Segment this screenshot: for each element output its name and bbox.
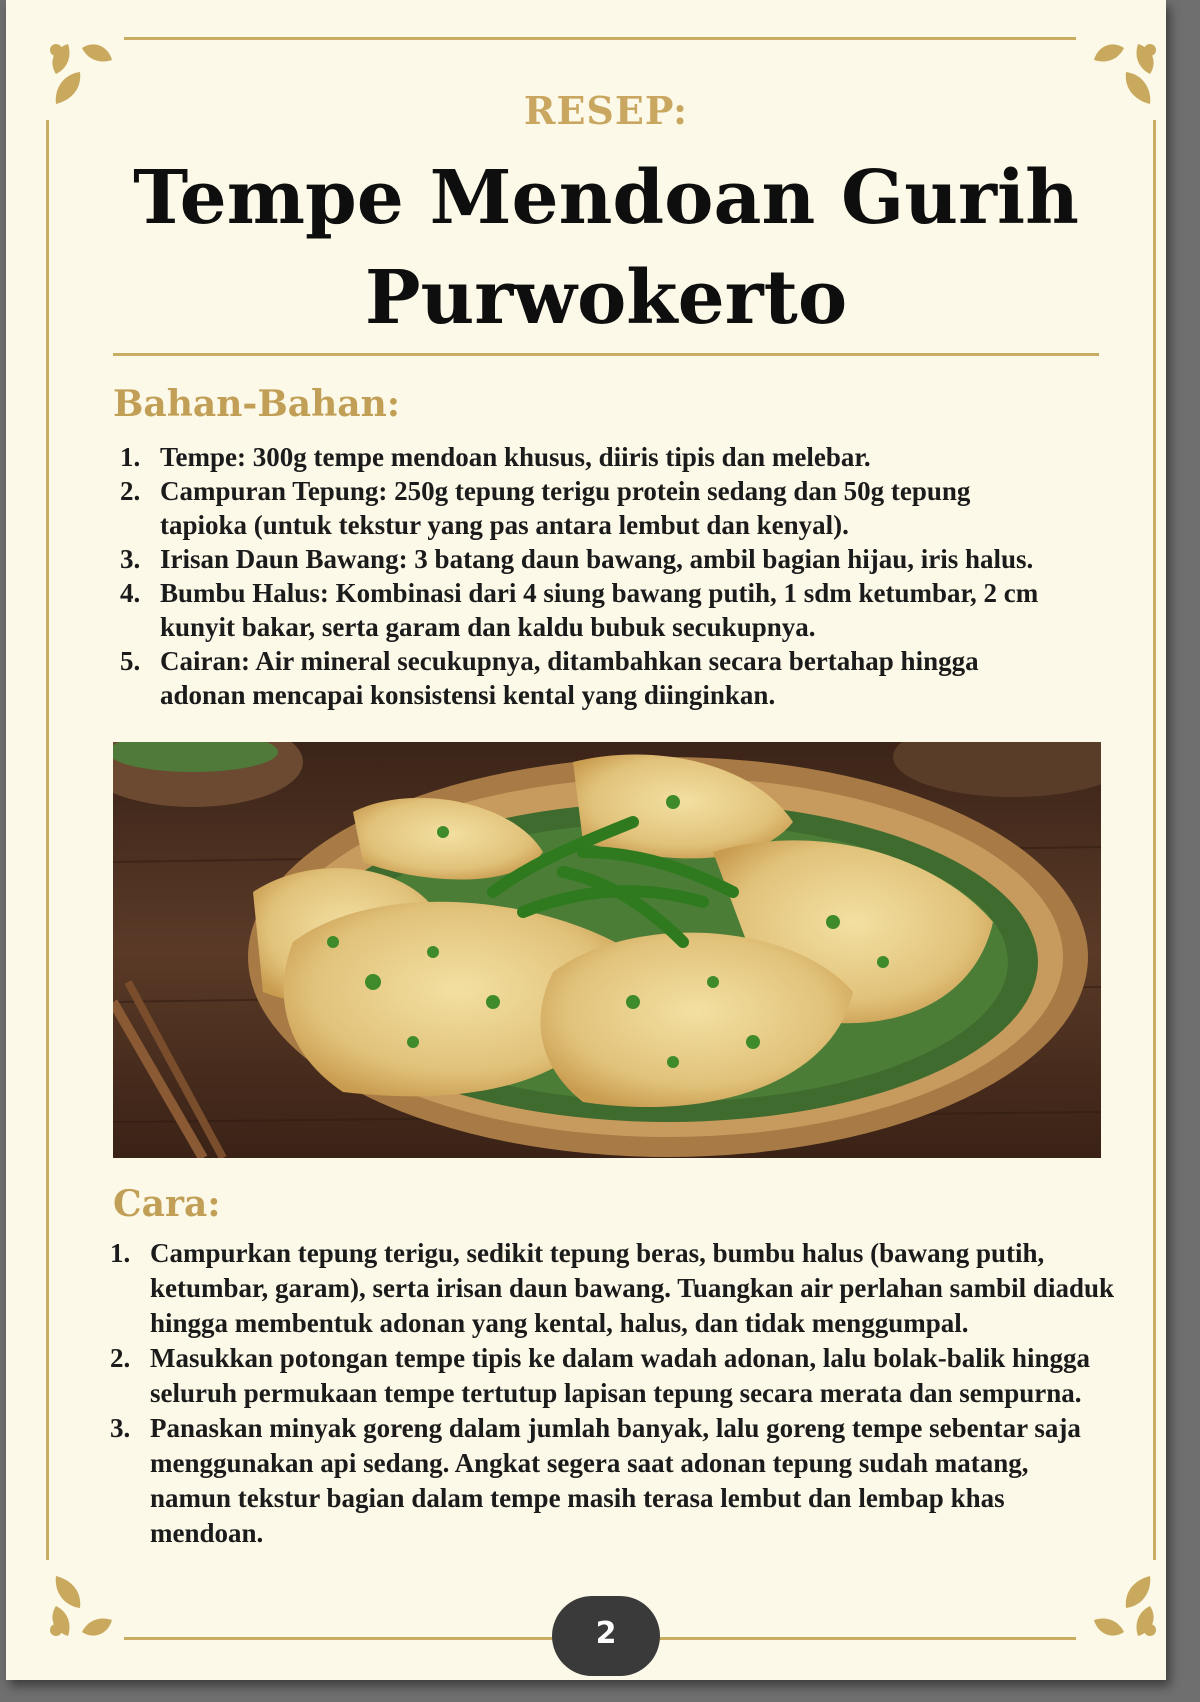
ingredients-heading: Bahan-Bahan: xyxy=(113,383,401,425)
ingredient-item xyxy=(120,542,1120,576)
page-number-badge: 2 xyxy=(552,1596,660,1676)
ingredient-item-number: 2. xyxy=(120,476,141,506)
page-title-line-2: Purwokerto xyxy=(364,255,848,341)
method-heading: Cara: xyxy=(113,1183,221,1225)
ingredient-item-number: 4. xyxy=(120,578,141,608)
method-step-text-line: ketumbar, garam), serta irisan daun bawang. Tuangkan air perlahan sambil diaduk xyxy=(150,1273,1114,1303)
method-step-number: 3. xyxy=(110,1413,131,1443)
ingredient-item-text-line: tapioka (untuk tekstur yang pas antara lembut dan kenyal). xyxy=(160,510,849,540)
recipe-label: RESEP: xyxy=(523,88,689,133)
method-step-text-line: namun tekstur bagian dalam tempe masih terasa lembut dan lembap khas xyxy=(150,1483,1005,1513)
ingredient-item-text-line: kunyit bakar, serta garam dan kaldu bubuk secukupnya. xyxy=(160,612,816,642)
dish-illustration xyxy=(113,742,1101,1158)
method-step-number: 2. xyxy=(110,1343,131,1373)
ingredient-item xyxy=(120,576,1120,644)
ingredients-list xyxy=(120,440,1120,712)
ingredient-item xyxy=(120,440,1120,474)
method-step-text-line: Masukkan potongan tempe tipis ke dalam wadah adonan, lalu bolak-balik hingga xyxy=(150,1343,1091,1373)
method-step xyxy=(110,1411,1150,1551)
method-step-text-line: seluruh permukaan tempe tertutup lapisan tepung secara merata dan sempurna. xyxy=(150,1378,1082,1408)
method-step-text-line: menggunakan api sedang. Angkat segera saat adonan tepung sudah matang, xyxy=(150,1448,1029,1478)
ingredient-item xyxy=(120,644,1120,712)
page-title xyxy=(6,148,1166,348)
ingredient-item-number: 1. xyxy=(120,442,141,472)
ingredient-item-text-line: Cairan: Air mineral secukupnya, ditambahkan secara bertahap hingga xyxy=(160,646,979,676)
tempe-mendoan-photo xyxy=(113,742,1101,1158)
ingredient-item-text-line: Bumbu Halus: Kombinasi dari 4 siung bawang putih, 1 sdm ketumbar, 2 cm xyxy=(160,578,1039,608)
method-step xyxy=(110,1236,1150,1341)
ingredient-item-text-line: Campuran Tepung: 250g tepung terigu protein sedang dan 50g tepung xyxy=(160,476,971,506)
method-step xyxy=(110,1341,1150,1411)
method-step-text-line: Campurkan tepung terigu, sedikit tepung beras, bumbu halus (bawang putih, xyxy=(150,1238,1045,1268)
ingredient-item-text-line: Irisan Daun Bawang: 3 batang daun bawang, ambil bagian hijau, iris halus. xyxy=(160,544,1034,574)
method-step-number: 1. xyxy=(110,1238,131,1268)
ingredient-item-number: 3. xyxy=(120,544,141,574)
method-list xyxy=(110,1236,1150,1551)
method-step-text-line: Panaskan minyak goreng dalam jumlah banyak, lalu goreng tempe sebentar saja xyxy=(150,1413,1081,1443)
ingredient-item-text-line: Tempe: 300g tempe mendoan khusus, diiris tipis dan melebar. xyxy=(160,442,871,472)
ingredient-item-number: 5. xyxy=(120,646,141,676)
recipe-page xyxy=(6,0,1166,1680)
method-step-text-line: hingga membentuk adonan yang kental, halus, dan tidak menggumpal. xyxy=(150,1308,969,1338)
corner-ornament-bottom-right-icon xyxy=(1086,1568,1164,1646)
ingredient-item-text-line: adonan mencapai konsistensi kental yang diinginkan. xyxy=(160,680,776,710)
ingredient-item xyxy=(120,474,1120,542)
method-step-text-line: mendoan. xyxy=(150,1518,264,1548)
page-title-line-1: Tempe Mendoan Gurih xyxy=(133,155,1079,241)
corner-ornament-bottom-left-icon xyxy=(42,1568,120,1646)
frame-top-line xyxy=(124,37,1076,40)
title-divider xyxy=(113,353,1099,356)
